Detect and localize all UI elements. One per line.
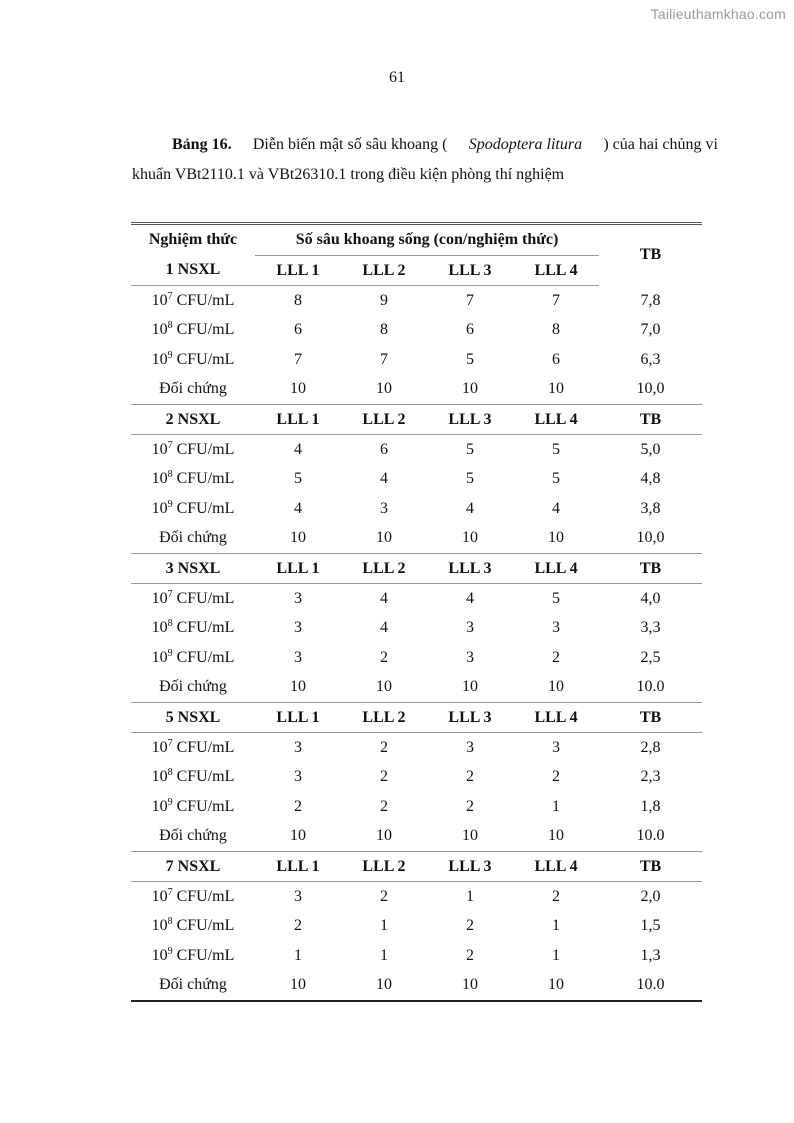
count-cell: 1 [294, 946, 302, 964]
avg-cell: 7,8 [640, 291, 661, 309]
avg-cell: 7,0 [640, 321, 661, 339]
group-label: 2 NSXL [131, 404, 255, 434]
table-row [131, 286, 702, 316]
count-cell: 10 [376, 976, 392, 994]
count-cell: 2 [380, 797, 388, 815]
count-cell: 5 [466, 350, 474, 368]
replicate-header: LLL 2 [341, 851, 427, 881]
treatment-cell [131, 286, 255, 316]
count-cell: 10 [376, 678, 392, 696]
count-cell: 2 [466, 768, 474, 786]
count-cell: 10 [548, 678, 565, 696]
concentration-exponent: 7 [167, 737, 173, 749]
treatment-cell [131, 614, 255, 643]
group-label: 1 NSXL [131, 256, 255, 286]
concentration-unit: CFU/mL [176, 321, 235, 339]
avg-cell: 1,5 [640, 917, 661, 935]
avg-cell: 2,8 [640, 738, 661, 756]
count-cell: 10 [548, 976, 565, 994]
table-row [131, 912, 702, 941]
treatment-cell [131, 882, 255, 912]
larvae-table [131, 222, 702, 1002]
replicate-header: LLL 3 [427, 404, 513, 434]
header-treatment: Nghiệm thức [148, 231, 238, 249]
table-row [131, 643, 702, 672]
caption-line-2: khuẩn VBt2110.1 và VBt26310.1 trong điều kiện phòng thí nghiệm [132, 166, 565, 183]
concentration-base: 10 [151, 499, 168, 517]
replicate-header: LLL 1 [255, 404, 341, 434]
count-cell: 1 [552, 946, 561, 964]
treatment-cell [131, 733, 255, 763]
replicate-header: LLL 1 [255, 851, 341, 881]
concentration-unit: CFU/mL [176, 441, 235, 459]
header-group-title: Số sâu khoang sống (con/nghiệm thức) [255, 224, 599, 256]
replicate-header: LLL 2 [341, 256, 427, 286]
replicate-header: LLL 4 [513, 553, 599, 583]
avg-cell: 3,3 [640, 619, 661, 637]
count-cell: 5 [552, 589, 561, 607]
count-cell: 5 [294, 470, 302, 488]
group-label: 5 NSXL [131, 702, 255, 732]
count-cell: 4 [380, 589, 388, 607]
table-row [131, 792, 702, 821]
avg-header: TB [599, 851, 702, 881]
count-cell: 5 [552, 470, 561, 488]
concentration-unit: CFU/mL [176, 589, 235, 607]
avg-cell: 4,0 [640, 589, 661, 607]
treatment-cell [131, 792, 255, 821]
avg-cell: 5,0 [640, 441, 661, 459]
replicate-header: LLL 2 [341, 404, 427, 434]
concentration-unit: CFU/mL [176, 738, 235, 756]
avg-cell: 3,8 [640, 499, 661, 517]
concentration-exponent: 8 [167, 618, 173, 630]
count-cell: 7 [294, 350, 302, 368]
count-cell: 7 [380, 350, 388, 368]
count-cell: 3 [466, 738, 474, 756]
count-cell: 3 [294, 768, 302, 786]
concentration-exponent: 8 [167, 767, 173, 779]
concentration-exponent: 9 [167, 647, 173, 659]
avg-cell: 6,3 [640, 350, 661, 368]
count-cell: 3 [380, 499, 388, 517]
count-cell: 10 [376, 529, 392, 547]
concentration-exponent: 7 [167, 886, 173, 898]
replicate-header: LLL 4 [513, 702, 599, 732]
count-cell: 4 [294, 441, 302, 459]
table-row [131, 316, 702, 345]
count-cell: 10 [462, 529, 478, 547]
count-cell: 10 [290, 976, 306, 994]
caption-label: Bảng 16. [172, 136, 232, 153]
caption-line-1 [132, 130, 718, 160]
table-row [131, 494, 702, 523]
table-row [131, 614, 702, 643]
count-cell: 8 [380, 321, 388, 339]
avg-header: TB [599, 553, 702, 583]
count-cell: 2 [552, 768, 561, 786]
table-row [131, 435, 702, 465]
group-header-row [131, 404, 702, 434]
avg-header: TB [599, 702, 702, 732]
avg-cell: 1,3 [640, 946, 661, 964]
count-cell: 3 [552, 738, 561, 756]
concentration-exponent: 8 [167, 469, 173, 481]
treatment-cell [131, 941, 255, 970]
count-cell: 5 [466, 470, 474, 488]
concentration-exponent: 9 [167, 796, 173, 808]
count-cell: 1 [380, 946, 388, 964]
count-cell: 10 [462, 976, 478, 994]
count-cell: 10 [290, 678, 306, 696]
concentration-base: 10 [151, 887, 168, 905]
count-cell: 4 [380, 470, 388, 488]
count-cell: 3 [294, 619, 302, 637]
concentration-unit: CFU/mL [176, 350, 235, 368]
table-row [131, 821, 702, 851]
treatment-cell [131, 435, 255, 465]
replicate-header: LLL 2 [341, 702, 427, 732]
count-cell: 3 [466, 648, 474, 666]
concentration-unit: CFU/mL [176, 887, 235, 905]
replicate-header: LLL 3 [427, 553, 513, 583]
treatment-cell: Đối chứng [159, 678, 227, 696]
concentration-unit: CFU/mL [176, 917, 235, 935]
concentration-exponent: 8 [167, 916, 173, 928]
table-row [131, 345, 702, 374]
treatment-cell [131, 345, 255, 374]
concentration-unit: CFU/mL [176, 648, 235, 666]
count-cell: 2 [466, 946, 474, 964]
concentration-unit: CFU/mL [176, 946, 235, 964]
avg-cell: 4,8 [640, 470, 661, 488]
concentration-base: 10 [151, 768, 168, 786]
replicate-header: LLL 3 [427, 702, 513, 732]
table-row [131, 970, 702, 1000]
avg-cell: 2,0 [640, 887, 661, 905]
concentration-base: 10 [151, 321, 168, 339]
table-row [131, 763, 702, 792]
count-cell: 3 [294, 589, 302, 607]
concentration-base: 10 [151, 619, 168, 637]
replicate-header: LLL 1 [255, 553, 341, 583]
caption-species: Spodoptera litura [468, 136, 583, 153]
concentration-unit: CFU/mL [176, 470, 235, 488]
concentration-unit: CFU/mL [176, 292, 235, 310]
treatment-cell [131, 643, 255, 672]
avg-cell: 10,0 [636, 529, 665, 547]
concentration-unit: CFU/mL [176, 797, 235, 815]
count-cell: 6 [380, 441, 388, 459]
count-cell: 10 [376, 380, 392, 398]
table-caption [132, 130, 718, 190]
count-cell: 6 [466, 321, 474, 339]
table-row [131, 941, 702, 970]
concentration-base: 10 [151, 292, 168, 310]
table-header-row [131, 224, 702, 256]
count-cell: 2 [294, 797, 302, 815]
concentration-base: 10 [151, 589, 168, 607]
watermark: Tailieuthamkhao.com [650, 6, 786, 22]
concentration-exponent: 9 [167, 498, 173, 510]
avg-cell: 10,0 [636, 380, 665, 398]
count-cell: 8 [552, 321, 561, 339]
count-cell: 10 [290, 529, 306, 547]
concentration-base: 10 [151, 350, 168, 368]
count-cell: 1 [552, 797, 561, 815]
count-cell: 3 [294, 887, 302, 905]
count-cell: 9 [380, 292, 388, 310]
caption-text-before: Diễn biến mật số sâu khoang ( [252, 136, 448, 153]
page-number: 61 [389, 69, 405, 86]
avg-cell: 10.0 [636, 827, 665, 845]
concentration-exponent: 9 [167, 349, 173, 361]
count-cell: 2 [552, 648, 561, 666]
concentration-base: 10 [151, 917, 168, 935]
concentration-base: 10 [151, 738, 168, 756]
table-row [131, 524, 702, 554]
count-cell: 10 [462, 827, 478, 845]
treatment-cell [131, 494, 255, 523]
header-avg: TB [639, 246, 662, 264]
replicate-header: LLL 4 [513, 256, 599, 286]
count-cell: 4 [466, 589, 474, 607]
count-cell: 3 [294, 648, 302, 666]
count-cell: 2 [380, 648, 388, 666]
count-cell: 4 [294, 499, 302, 517]
count-cell: 5 [466, 441, 474, 459]
table-row [131, 584, 702, 614]
treatment-cell: Đối chứng [159, 976, 227, 994]
table-body [131, 224, 702, 1001]
count-cell: 10 [548, 529, 565, 547]
count-cell: 10 [376, 827, 392, 845]
count-cell: 2 [294, 917, 302, 935]
replicate-header: LLL 1 [255, 256, 341, 286]
avg-header: TB [599, 404, 702, 434]
count-cell: 3 [294, 738, 302, 756]
count-cell: 10 [462, 678, 478, 696]
count-cell: 10 [548, 380, 565, 398]
treatment-cell: Đối chứng [159, 529, 227, 547]
count-cell: 5 [552, 441, 561, 459]
avg-cell: 10.0 [636, 678, 665, 696]
concentration-base: 10 [151, 441, 168, 459]
treatment-cell [131, 584, 255, 614]
replicate-header: LLL 2 [341, 553, 427, 583]
concentration-exponent: 7 [167, 440, 173, 452]
table-row [131, 465, 702, 494]
concentration-exponent: 7 [167, 588, 173, 600]
table-row [131, 672, 702, 702]
count-cell: 2 [380, 887, 388, 905]
count-cell: 10 [290, 380, 306, 398]
treatment-cell [131, 912, 255, 941]
replicate-header: LLL 1 [255, 702, 341, 732]
concentration-base: 10 [151, 946, 168, 964]
count-cell: 8 [294, 292, 302, 310]
treatment-cell: Đối chứng [159, 827, 227, 845]
count-cell: 10 [548, 827, 565, 845]
table-row [131, 882, 702, 912]
avg-cell: 2,5 [640, 648, 661, 666]
count-cell: 2 [466, 917, 474, 935]
treatment-cell: Đối chứng [159, 380, 227, 398]
count-cell: 2 [380, 738, 388, 756]
concentration-exponent: 8 [167, 320, 173, 332]
count-cell: 10 [290, 827, 306, 845]
count-cell: 3 [552, 619, 561, 637]
replicate-header: LLL 4 [513, 404, 599, 434]
concentration-base: 10 [151, 648, 168, 666]
count-cell: 4 [552, 499, 561, 517]
table-row [131, 733, 702, 763]
treatment-cell [131, 316, 255, 345]
count-cell: 3 [466, 619, 474, 637]
count-cell: 1 [380, 917, 388, 935]
concentration-unit: CFU/mL [176, 619, 235, 637]
concentration-exponent: 7 [167, 291, 173, 303]
avg-cell: 2,3 [640, 768, 661, 786]
replicate-header: LLL 3 [427, 851, 513, 881]
count-cell: 6 [552, 350, 561, 368]
group-header-row [131, 553, 702, 583]
concentration-unit: CFU/mL [176, 499, 235, 517]
count-cell: 7 [552, 292, 561, 310]
group-header-row [131, 851, 702, 881]
replicate-header: LLL 4 [513, 851, 599, 881]
group-label: 7 NSXL [131, 851, 255, 881]
concentration-exponent: 9 [167, 945, 173, 957]
count-cell: 2 [466, 797, 474, 815]
treatment-cell [131, 763, 255, 792]
table-row [131, 375, 702, 405]
count-cell: 2 [552, 887, 561, 905]
count-cell: 1 [552, 917, 561, 935]
group-header-row [131, 702, 702, 732]
concentration-base: 10 [151, 797, 168, 815]
caption-text-after: ) của hai chủng vi [603, 136, 718, 153]
count-cell: 2 [380, 768, 388, 786]
avg-cell: 1,8 [640, 797, 661, 815]
count-cell: 10 [462, 380, 478, 398]
replicate-header: LLL 3 [427, 256, 513, 286]
concentration-unit: CFU/mL [176, 768, 235, 786]
treatment-cell [131, 465, 255, 494]
avg-cell: 10.0 [636, 976, 665, 994]
count-cell: 4 [380, 619, 388, 637]
count-cell: 7 [466, 292, 474, 310]
count-cell: 4 [466, 499, 474, 517]
count-cell: 6 [294, 321, 302, 339]
count-cell: 1 [466, 887, 474, 905]
concentration-base: 10 [151, 470, 168, 488]
group-label: 3 NSXL [131, 553, 255, 583]
